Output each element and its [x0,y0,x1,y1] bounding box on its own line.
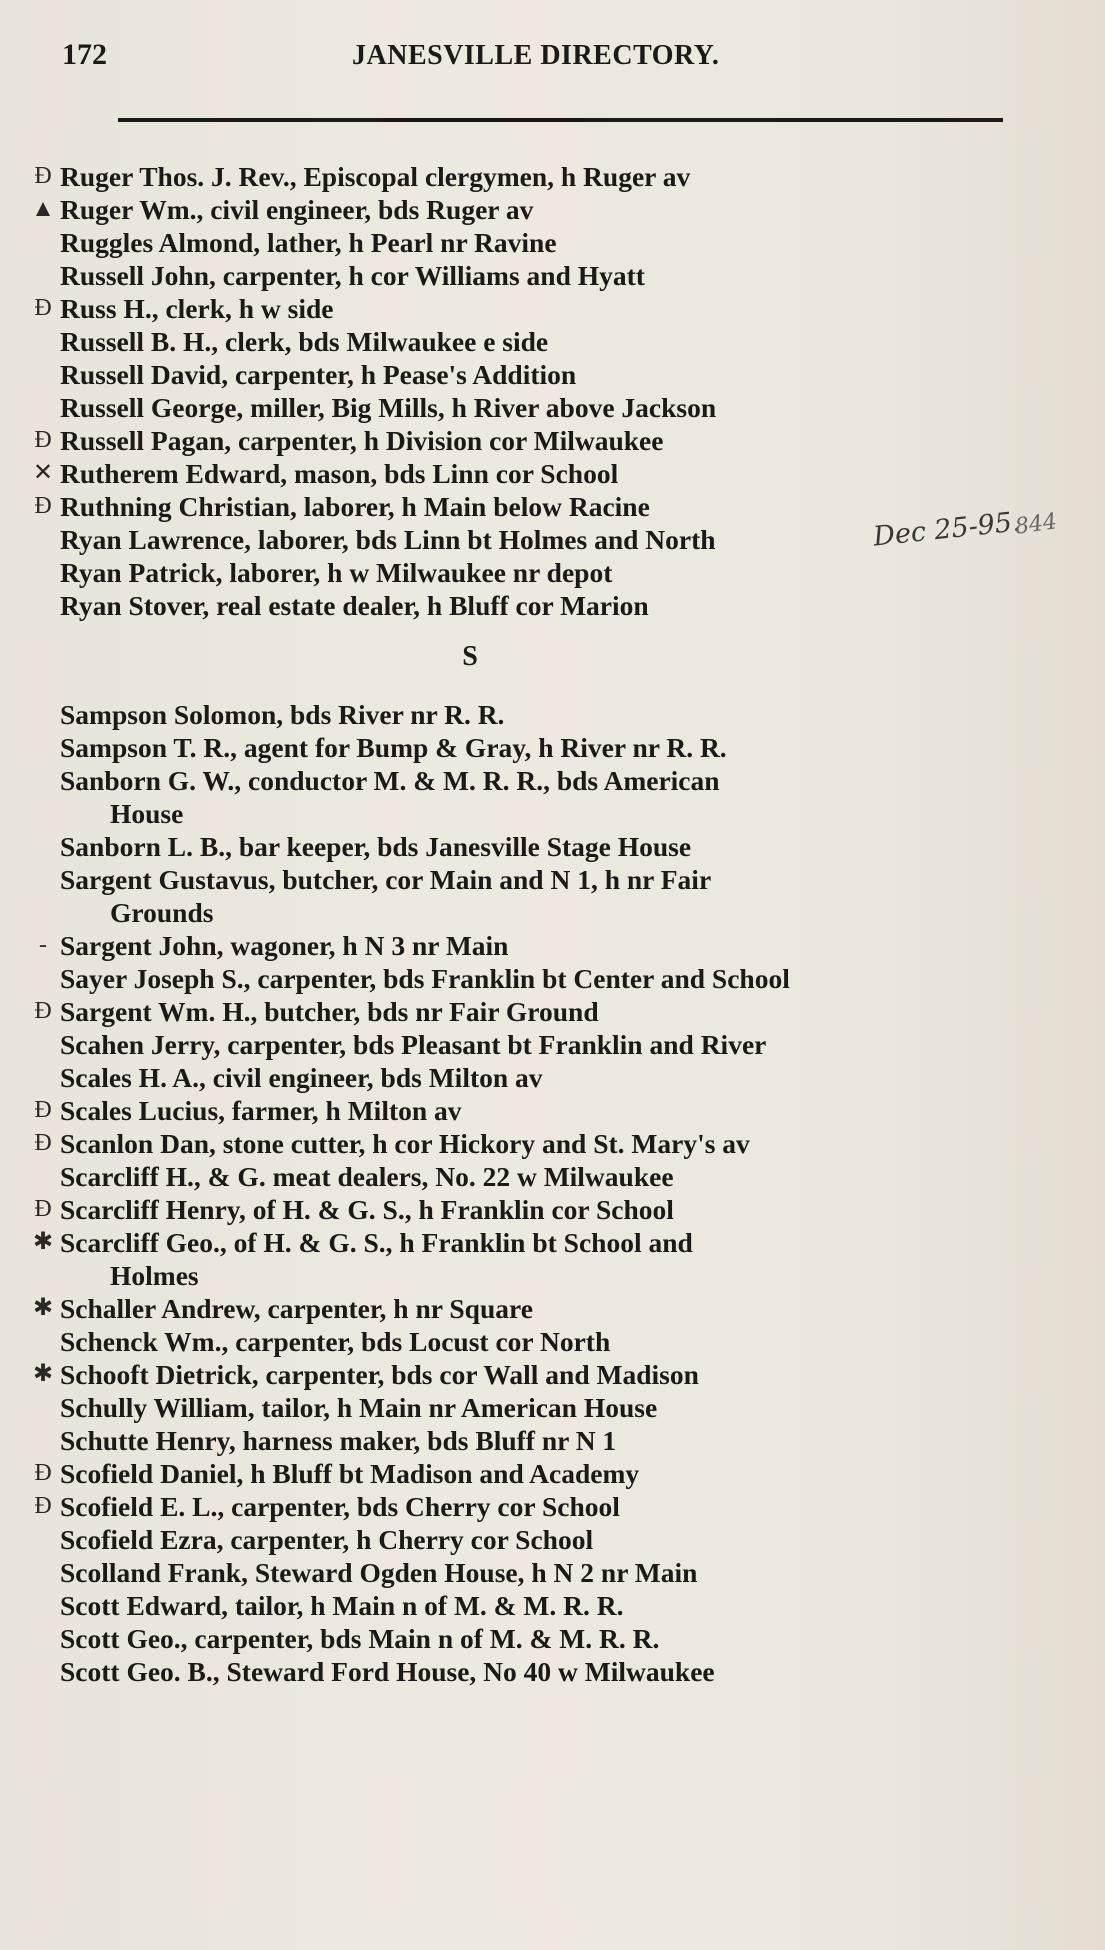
entry-text: Scales H. A., civil engineer, bds Milton av [60,1062,543,1093]
entry-text: Sanborn G. W., conductor M. & M. R. R., bds American [60,765,720,796]
directory-entry [32,457,1020,490]
margin-mark: Đ [34,1493,52,1519]
directory-entry [31,193,1020,226]
entry-text: Ruggles Almond, lather, h Pearl nr Ravine [60,227,557,258]
entry-text: Sargent Wm. H., butcher, bds nr Fair Ground [60,996,599,1027]
entry-text: Sampson T. R., agent for Bump & Gray, h River nr R. R. [60,732,727,763]
section-letter: S [462,641,478,672]
margin-mark: Đ [34,998,52,1024]
directory-entry [60,1556,1020,1589]
entry-text: Ruthning Christian, laborer, h Main below Racine [60,491,650,522]
margin-mark: Đ [34,295,52,321]
directory-entry [60,1325,1020,1358]
entry-text: Scofield Ezra, carpenter, h Cherry cor School [60,1524,594,1555]
entry-text: Russell George, miller, Big Mills, h River above Jackson [60,392,717,423]
entry-text: Sampson Solomon, bds River nr R. R. [60,699,505,730]
directory-entry [34,424,1020,457]
directory-entry [60,863,1020,929]
margin-mark: ✱ [32,1361,54,1387]
margin-mark: Đ [34,1196,52,1222]
directory-entry [60,698,1020,731]
directory-entry [60,325,1020,358]
margin-mark: ✕ [32,460,54,486]
margin-mark: Đ [34,493,52,519]
entry-text: Scarcliff Geo., of H. & G. S., h Franklin bt School and [60,1227,693,1258]
entry-text: Ryan Patrick, laborer, h w Milwaukee nr depot [60,557,613,588]
directory-entry [34,1490,1020,1523]
directory-entry [60,731,1020,764]
page-header [62,30,1002,80]
directory-entry [60,1028,1020,1061]
directory-entry [60,1589,1020,1622]
directory-entry [60,226,1020,259]
entry-text: Russell Pagan, carpenter, h Division cor Milwaukee [60,425,664,456]
entry-text: Scanlon Dan, stone cutter, h cor Hickory and St. Mary's av [60,1128,750,1159]
handwritten-note: Dec 25-95. [871,506,1022,553]
directory-entry [60,1391,1020,1424]
entry-text: Scofield Daniel, h Bluff bt Madison and Academy [60,1458,640,1489]
margin-mark: Đ [34,1097,52,1123]
entry-text: Sargent Gustavus, butcher, cor Main and N 1, h nr Fair [60,864,712,895]
entry-text: Scales Lucius, farmer, h Milton av [60,1095,462,1126]
entry-text: Scahen Jerry, carpenter, bds Pleasant bt Franklin and River [60,1029,767,1060]
directory-entry [60,830,1020,863]
margin-mark: Đ [34,1460,52,1486]
margin-mark: ✱ [32,1295,54,1321]
entry-text: Scott Geo. B., Steward Ford House, No 40 w Milwaukee [60,1656,715,1687]
entry-text: Rutherem Edward, mason, bds Linn cor School [60,458,619,489]
directory-entry [60,1622,1020,1655]
entry-text: Scarcliff H., & G. meat dealers, No. 22 w Milwaukee [60,1161,674,1192]
margin-mark: - [39,932,47,958]
directory-entry [60,764,1020,830]
entry-text: Schaller Andrew, carpenter, h nr Square [60,1293,533,1324]
entry-text: Sanborn L. B., bar keeper, bds Janesville Stage House [60,831,692,862]
entry-continuation: Holmes [110,1260,199,1291]
entry-text: Scarcliff Henry, of H. & G. S., h Franklin cor School [60,1194,674,1225]
entry-text: Russ H., clerk, h w side [60,293,334,324]
header-rule [118,118,1003,122]
directory-entry [60,358,1020,391]
entry-continuation: Grounds [110,897,214,928]
margin-mark: ✱ [32,1229,54,1255]
directory-entry [39,929,1020,962]
directory-entry [34,1193,1020,1226]
directory-entry [60,391,1020,424]
page-number: 172 [62,38,107,71]
entry-text: Russell B. H., clerk, bds Milwaukee e side [60,326,549,357]
entry-text: Ryan Stover, real estate dealer, h Bluff cor Marion [60,590,649,621]
directory-entry [34,995,1020,1028]
directory-entry [34,160,1020,193]
entry-text: Schully William, tailor, h Main nr American House [60,1392,658,1423]
margin-mark: Đ [34,1130,52,1156]
directory-entry [32,1292,1020,1325]
margin-mark: ▲ [31,196,55,222]
handwritten-note-extra: 844 [1013,509,1059,540]
directory-entry [60,1523,1020,1556]
entry-text: Ruger Wm., civil engineer, bds Ruger av [60,194,534,225]
entry-text: Scofield E. L., carpenter, bds Cherry cor School [60,1491,620,1522]
directory-entry [34,292,1020,325]
entry-text: Sargent John, wagoner, h N 3 nr Main [60,930,509,961]
entry-text: Ruger Thos. J. Rev., Episcopal clergymen, h Ruger av [60,161,691,192]
directory-entry [60,259,1020,292]
directory-entry [60,1061,1020,1094]
directory-entry [60,589,1020,622]
entry-continuation: House [110,798,184,829]
directory-entry [34,1127,1020,1160]
entry-text: Schooft Dietrick, carpenter, bds cor Wall and Madison [60,1359,699,1390]
entry-text: Scott Edward, tailor, h Main n of M. & M. R. R. [60,1590,624,1621]
entry-text: Schutte Henry, harness maker, bds Bluff nr N 1 [60,1425,617,1456]
entry-text: Russell John, carpenter, h cor Williams and Hyatt [60,260,645,291]
directory-entry [60,1424,1020,1457]
directory-entry [34,490,1020,523]
directory-entry [60,1160,1020,1193]
margin-mark: Đ [34,163,52,189]
directory-entry [60,1655,1020,1688]
margin-mark: Đ [34,427,52,453]
directory-entry [34,1094,1020,1127]
entries-r-section [31,160,1020,622]
directory-entry [32,1226,1020,1292]
entries-s-section [32,698,1020,1688]
entry-text: Scolland Frank, Steward Ogden House, h N 2 nr Main [60,1557,698,1588]
entry-text: Ryan Lawrence, laborer, bds Linn bt Holmes and North [60,524,716,555]
directory-entry [60,962,1020,995]
entry-text: Russell David, carpenter, h Pease's Addition [60,359,577,390]
entry-text: Scott Geo., carpenter, bds Main n of M. & M. R. R. [60,1623,660,1654]
directory-entries [31,160,1020,1688]
directory-entry [60,556,1020,589]
directory-entry [32,1358,1020,1391]
directory-entry [34,1457,1020,1490]
entry-text: Schenck Wm., carpenter, bds Locust cor North [60,1326,611,1357]
running-head: JANESVILLE DIRECTORY. [352,40,720,71]
entry-text: Sayer Joseph S., carpenter, bds Franklin bt Center and School [60,963,790,994]
